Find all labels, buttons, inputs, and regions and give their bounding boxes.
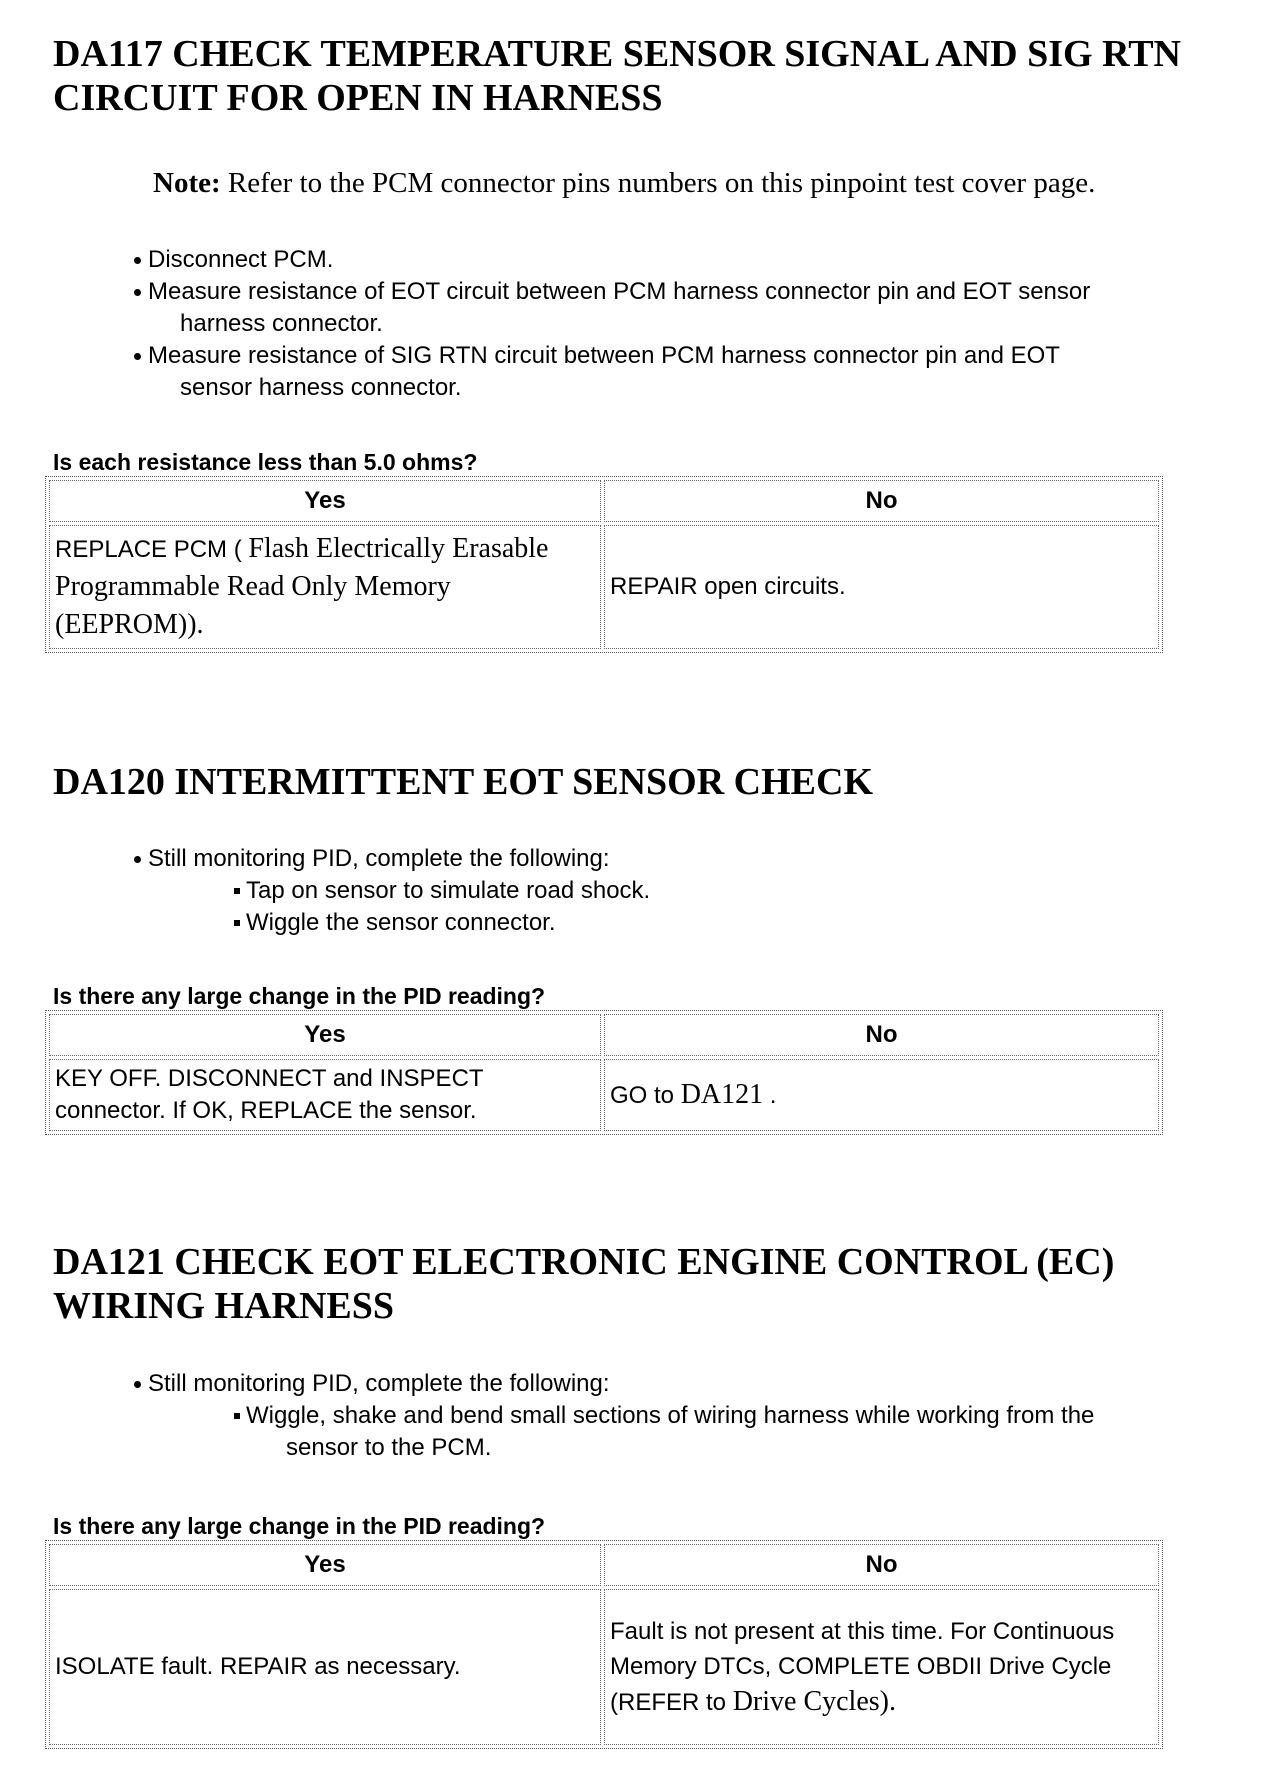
list-item: Measure resistance of SIG RTN circuit between PCM harness connector pin and EOT sensor harness connector. (132, 340, 1252, 404)
no-answer: REPAIR open circuits. (604, 525, 1159, 649)
list-item: Still monitoring PID, complete the following: Wiggle, shake and bend small sections of wiring harness while working from the sensor to the PCM. (132, 1368, 1252, 1464)
question-da120: Is there any large change in the PID reading? (53, 983, 546, 1009)
no-answer: Fault is not present at this time. For Continuous Memory DTCs, COMPLETE OBDII Drive Cycle (REFER to Drive Cycles). (604, 1589, 1159, 1745)
link-drive-cycles[interactable]: Drive Cycles (732, 1686, 880, 1717)
table-header-row (49, 1014, 1159, 1056)
note (153, 165, 1253, 201)
yes-answer: KEY OFF. DISCONNECT and INSPECT connector. If OK, REPLACE the sensor. (49, 1059, 601, 1131)
answer-table-da121 (45, 1540, 1163, 1749)
no-header: No (604, 1014, 1159, 1056)
list-item: Still monitoring PID, complete the following: Tap on sensor to simulate road shock. Wiggle the sensor connector. (132, 843, 1252, 939)
question-da121: Is there any large change in the PID reading? (53, 1513, 546, 1539)
table-header-row (49, 1544, 1159, 1586)
yes-header: Yes (49, 1014, 601, 1056)
table-row (49, 1589, 1159, 1745)
table-row (49, 1059, 1159, 1131)
no-answer: GO to DA121 . (604, 1059, 1159, 1131)
step-list-da120 (132, 843, 1252, 939)
yes-answer: ISOLATE fault. REPAIR as necessary. (49, 1589, 601, 1745)
step-list-da121 (132, 1368, 1252, 1464)
step-list-da117 (132, 244, 1252, 404)
yes-header: Yes (49, 1544, 601, 1586)
substep-list-da120 (232, 875, 1232, 939)
list-item: Wiggle the sensor connector. (232, 907, 1232, 939)
table-header-row (49, 480, 1159, 522)
list-item: Wiggle, shake and bend small sections of wiring harness while working from the sensor to the PCM. (232, 1400, 1252, 1464)
section-title-da120: DA120 INTERMITTENT EOT SENSOR CHECK (53, 761, 874, 803)
section-title-da121: DA121 CHECK EOT ELECTRONIC ENGINE CONTROL (EC) WIRING HARNESS (53, 1241, 1115, 1327)
link-da121[interactable]: DA121 (680, 1078, 764, 1110)
yes-answer: REPLACE PCM ( Flash Electrically Erasable Programmable Read Only Memory (EEPROM)). (49, 525, 601, 649)
answer-table-da120 (45, 1010, 1163, 1135)
no-header: No (604, 480, 1159, 522)
yes-header: Yes (49, 480, 601, 522)
list-item: Disconnect PCM. (132, 244, 1252, 276)
section-title-da117: DA117 CHECK TEMPERATURE SENSOR SIGNAL AND SIG RTN CIRCUIT FOR OPEN IN HARNESS (53, 33, 1181, 119)
table-row (49, 525, 1159, 649)
list-item: Tap on sensor to simulate road shock. (232, 875, 1232, 907)
question-da117: Is each resistance less than 5.0 ohms? (53, 449, 478, 475)
note-label: Note: (153, 167, 221, 199)
note-text: Refer to the PCM connector pins numbers on this pinpoint test cover page. (220, 167, 1096, 199)
substep-list-da121 (232, 1400, 1252, 1464)
list-item: Measure resistance of EOT circuit between PCM harness connector pin and EOT sensor harness connector. (132, 276, 1252, 340)
answer-table-da117 (45, 476, 1163, 653)
no-header: No (604, 1544, 1159, 1586)
